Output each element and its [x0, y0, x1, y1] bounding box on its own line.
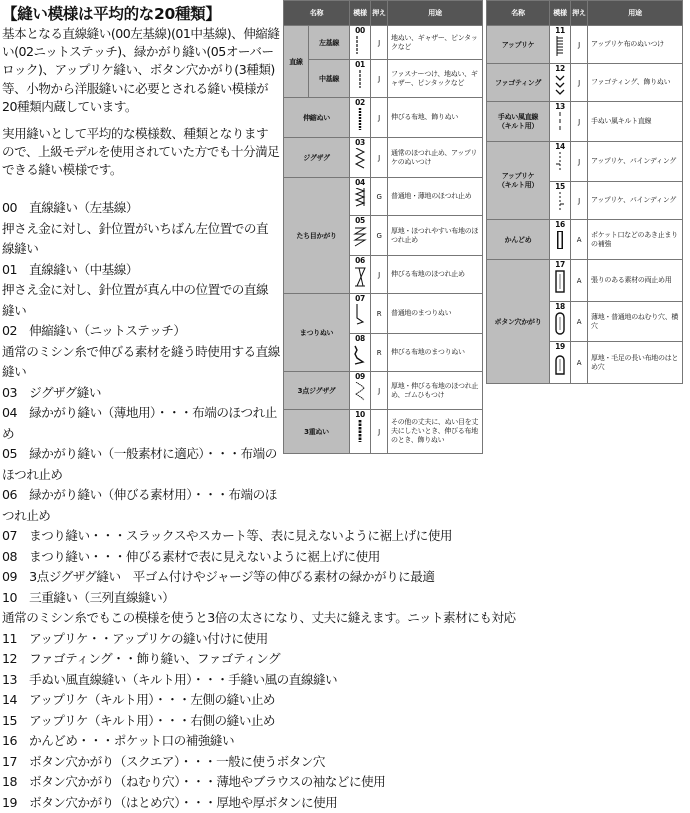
presser-foot: R: [371, 294, 388, 334]
applique-stitch-icon: [554, 36, 566, 58]
presser-foot: A: [571, 260, 588, 302]
applique-right-stitch-icon: [554, 192, 566, 214]
row-name: アップリケ: [487, 26, 550, 64]
overcast-stretch-stitch-icon: [353, 266, 367, 288]
list-item: 06 緑かがり縫い（伸びる素材用）・・・布端のほつれ止め: [2, 485, 280, 526]
presser-foot: J: [371, 256, 388, 294]
keyhole-buttonhole-icon: [554, 352, 566, 376]
presser-foot: J: [371, 138, 388, 178]
applique-left-stitch-icon: [554, 152, 566, 174]
pattern-cell: [350, 410, 371, 454]
pattern-cell: [350, 372, 371, 410]
group-label: アップリケ （キルト用）: [487, 142, 550, 220]
zigzag-stitch-icon: [354, 148, 366, 172]
presser-foot: A: [571, 342, 588, 384]
blind-hem-stitch-icon: [354, 304, 366, 326]
use-text: 伸びる布地、飾りぬい: [388, 98, 483, 138]
use-text: 伸びる布地のほつれ止め: [388, 256, 483, 294]
round-buttonhole-icon: [554, 312, 566, 336]
group-label: まつりぬい: [284, 294, 350, 372]
overlock-stitch-icon: [353, 226, 367, 248]
square-buttonhole-icon: [554, 270, 566, 294]
use-text: 伸びる布地のまつりぬい: [388, 334, 483, 372]
presser-foot: J: [571, 182, 588, 220]
presser-foot: J: [371, 26, 388, 60]
triple-stitch-icon: [354, 420, 366, 444]
use-text: 手ぬい風キルト直線: [588, 102, 683, 142]
list-item: 05 緑かがり縫い（一般素材に適応）・・・布端のほつれ止め: [2, 444, 280, 485]
list-item: 00 直線縫い（左基線）: [2, 198, 280, 219]
pattern-number: 00: [355, 26, 365, 35]
row-name: かんどめ: [487, 220, 550, 260]
table-row: [284, 138, 483, 178]
header-name: 名称: [284, 1, 350, 26]
list-item: 19 ボタン穴かがり（はとめ穴）・・・厚地や厚ボタンに使用: [2, 793, 522, 813]
row-name: 3重ぬい: [284, 410, 350, 454]
straight-center-stitch-icon: [354, 70, 366, 90]
fagoting-stitch-icon: [554, 74, 566, 96]
presser-foot: J: [371, 410, 388, 454]
pattern-number: 18: [555, 302, 565, 311]
pattern-cell: [550, 260, 571, 302]
pattern-cell: [350, 294, 371, 334]
intro-paragraph: 基本となる直線縫い(00左基線)(01中基線)、伸縮縫い(02ニットステッチ)、緑かがり縫い(05オーバーロック)、アップリケ縫い、ボタン穴かがり(3種類)等、小物から洋服縫いに必要とされる縫い模様が20種類内蔵しています。: [2, 25, 280, 116]
pattern-number: 01: [355, 60, 365, 69]
row-name: ジグザグ: [284, 138, 350, 178]
presser-foot: R: [371, 334, 388, 372]
presser-foot: A: [571, 220, 588, 260]
row-name: 左基線: [309, 26, 350, 60]
row-name: 伸縮ぬい: [284, 98, 350, 138]
intro-text: [2, 25, 280, 189]
list-item: 08 まつり縫い・・・伸びる素材で表に見えないように裾上げに使用: [2, 547, 522, 568]
pattern-cell: [550, 342, 571, 384]
bartack-stitch-icon: [554, 230, 566, 252]
pattern-cell: [350, 138, 371, 178]
use-text: 普通地・薄地のほつれ止め: [388, 178, 483, 216]
pattern-cell: [550, 102, 571, 142]
pattern-number: 11: [555, 26, 565, 35]
header-pattern: 模様: [350, 1, 371, 26]
use-text: 厚地・伸びる布地のほつれ止め、ゴムひもつけ: [388, 372, 483, 410]
header-presser: 押え: [571, 1, 588, 26]
use-text: 地ぬい、ギャザー、ピンタックなど: [388, 26, 483, 60]
row-name: ファゴティング: [487, 64, 550, 102]
pattern-number: 02: [355, 98, 365, 107]
pattern-cell: [550, 220, 571, 260]
table-row: [284, 26, 483, 60]
table-header-row: [284, 1, 483, 26]
header-use: 用途: [388, 1, 483, 26]
use-text: アップリケ布のぬいつけ: [588, 26, 683, 64]
stitch-pattern-table-right: [486, 0, 683, 384]
pattern-cell: [350, 334, 371, 372]
pattern-cell: [550, 26, 571, 64]
list-item: 03 ジグザグ縫い: [2, 383, 280, 404]
table-row: [487, 26, 683, 64]
table-row: [487, 64, 683, 102]
presser-foot: J: [571, 26, 588, 64]
three-point-zigzag-icon: [354, 382, 366, 404]
use-text: 厚地・ほつれやすい布地のほつれ止め: [388, 216, 483, 256]
use-text: 張りのある素材の両止め用: [588, 260, 683, 302]
table-row: [487, 260, 683, 302]
pattern-cell: [350, 178, 371, 216]
list-item: 16 かんどめ・・・ポケット口の補強縫い: [2, 731, 522, 752]
stretch-blind-hem-icon: [353, 344, 367, 366]
pattern-number: 03: [355, 138, 365, 147]
use-text: ファゴティング、飾りぬい: [588, 64, 683, 102]
presser-foot: A: [571, 302, 588, 342]
table-header-row: [487, 1, 683, 26]
use-text: 通常のほつれ止め、アップリケのぬいつけ: [388, 138, 483, 178]
presser-foot: G: [371, 178, 388, 216]
use-text: 普通地のまつりぬい: [388, 294, 483, 334]
presser-foot: J: [371, 60, 388, 98]
pattern-number: 13: [555, 102, 565, 111]
list-item: 通常のミシン糸でもこの模様を使うと3倍の太さになり、丈夫に縫えます。ニット素材にも対応: [2, 608, 522, 629]
header-use: 用途: [588, 1, 683, 26]
straight-left-stitch-icon: [354, 36, 366, 56]
pattern-cell: [350, 60, 371, 98]
list-item: 02 伸縮縫い（ニットステッチ）: [2, 321, 280, 342]
list-item: 04 緑かがり縫い（薄地用）・・・布端のほつれ止め: [2, 403, 280, 444]
table-row: [284, 98, 483, 138]
header-presser: 押え: [371, 1, 388, 26]
list-item: 押さえ金に対し、針位置が真ん中の位置での直線縫い: [2, 280, 280, 321]
section-heading: 【縫い模様は平均的な20種類】: [2, 2, 221, 24]
pattern-cell: [350, 216, 371, 256]
use-text: ファスナーつけ、地ぬい、ギャザー、ピンタックなど: [388, 60, 483, 98]
list-item: 01 直線縫い（中基線）: [2, 260, 280, 281]
overcast-thin-stitch-icon: [354, 188, 366, 210]
pattern-number: 07: [355, 294, 365, 303]
table-row: [284, 372, 483, 410]
pattern-number: 10: [355, 410, 365, 419]
presser-foot: J: [371, 98, 388, 138]
pattern-cell: [550, 182, 571, 220]
pattern-number: 15: [555, 182, 565, 191]
list-item: 13 手ぬい風直線縫い（キルト用）・・・手縫い風の直線縫い: [2, 670, 522, 691]
list-item: 押さえ金に対し、針位置がいちばん左位置での直線縫い: [2, 219, 280, 260]
pattern-number: 19: [555, 342, 565, 351]
pattern-number: 16: [555, 220, 565, 229]
group-label: 直線: [284, 26, 309, 98]
use-text: ポケット口などのあき止まりの補強: [588, 220, 683, 260]
pattern-number: 12: [555, 64, 565, 73]
table-row: [284, 294, 483, 334]
stitch-pattern-table-left: [283, 0, 483, 454]
presser-foot: J: [571, 142, 588, 182]
list-item: 17 ボタン穴かがり（スクエア）・・・一般に使うボタン穴: [2, 752, 522, 773]
list-item: 10 三重縫い（三列直線縫い）: [2, 588, 522, 609]
row-name: 3点ジグザグ: [284, 372, 350, 410]
presser-foot: J: [571, 102, 588, 142]
pattern-number: 08: [355, 334, 365, 343]
list-item: 11 アップリケ・・アップリケの縫い付けに使用: [2, 629, 522, 650]
list-item: 14 アップリケ（キルト用）・・・左側の縫い止め: [2, 690, 522, 711]
use-text: 厚地・毛足の長い布地のはとめ穴: [588, 342, 683, 384]
pattern-cell: [550, 64, 571, 102]
pattern-number: 04: [355, 178, 365, 187]
table-row: [284, 60, 483, 98]
list-item: 07 まつり縫い・・・スラックスやスカート等、表に見えないように裾上げに使用: [2, 526, 522, 547]
table-row: [487, 102, 683, 142]
presser-foot: J: [371, 372, 388, 410]
header-pattern: 模様: [550, 1, 571, 26]
row-name: 中基線: [309, 60, 350, 98]
table-row: [487, 142, 683, 182]
group-label: ボタン穴かがり: [487, 260, 550, 384]
row-name: 手ぬい風直線 （キルト用）: [487, 102, 550, 142]
presser-foot: G: [371, 216, 388, 256]
group-label: たち目かがり: [284, 178, 350, 294]
use-text: アップリケ、パインディング: [588, 142, 683, 182]
intro-paragraph: 実用縫いとして平均的な模様数、種類となりますので、上級モデルを使用されていた方でも十分満足できる縫い模様です。: [2, 125, 280, 180]
list-item: 通常のミシン糸で伸びる素材を縫う時使用する直線縫い: [2, 342, 280, 383]
presser-foot: J: [571, 64, 588, 102]
table-row: [284, 410, 483, 454]
list-item: 18 ボタン穴かがり（ねむり穴）・・・薄地やブラウスの袖などに使用: [2, 772, 522, 793]
hand-look-quilt-stitch-icon: [554, 112, 566, 134]
table-row: [284, 178, 483, 216]
pattern-number: 14: [555, 142, 565, 151]
list-item: 15 アップリケ（キルト用）・・・右側の縫い止め: [2, 711, 522, 732]
pattern-cell: [350, 256, 371, 294]
pattern-number: 17: [555, 260, 565, 269]
pattern-cell: [550, 302, 571, 342]
pattern-cell: [350, 98, 371, 138]
header-name: 名称: [487, 1, 550, 26]
list-item: 12 ファゴティング・・飾り縫い、ファゴティング: [2, 649, 522, 670]
pattern-number: 09: [355, 372, 365, 381]
pattern-number: 06: [355, 256, 365, 265]
pattern-cell: [550, 142, 571, 182]
use-text: 薄地・普通地のねむり穴、横穴: [588, 302, 683, 342]
table-row: [487, 220, 683, 260]
pattern-number: 05: [355, 216, 365, 225]
use-text: その他の丈夫に、ぬい目を丈夫にしたいとき、伸びる布地のとき、飾りぬい: [388, 410, 483, 454]
list-item: 09 3点ジグザグ縫い 平ゴム付けやジャージ等の伸びる素材の緑かがりに最適: [2, 567, 522, 588]
pattern-cell: [350, 26, 371, 60]
stretch-stitch-icon: [354, 108, 366, 132]
use-text: アップリケ、パインディング: [588, 182, 683, 220]
